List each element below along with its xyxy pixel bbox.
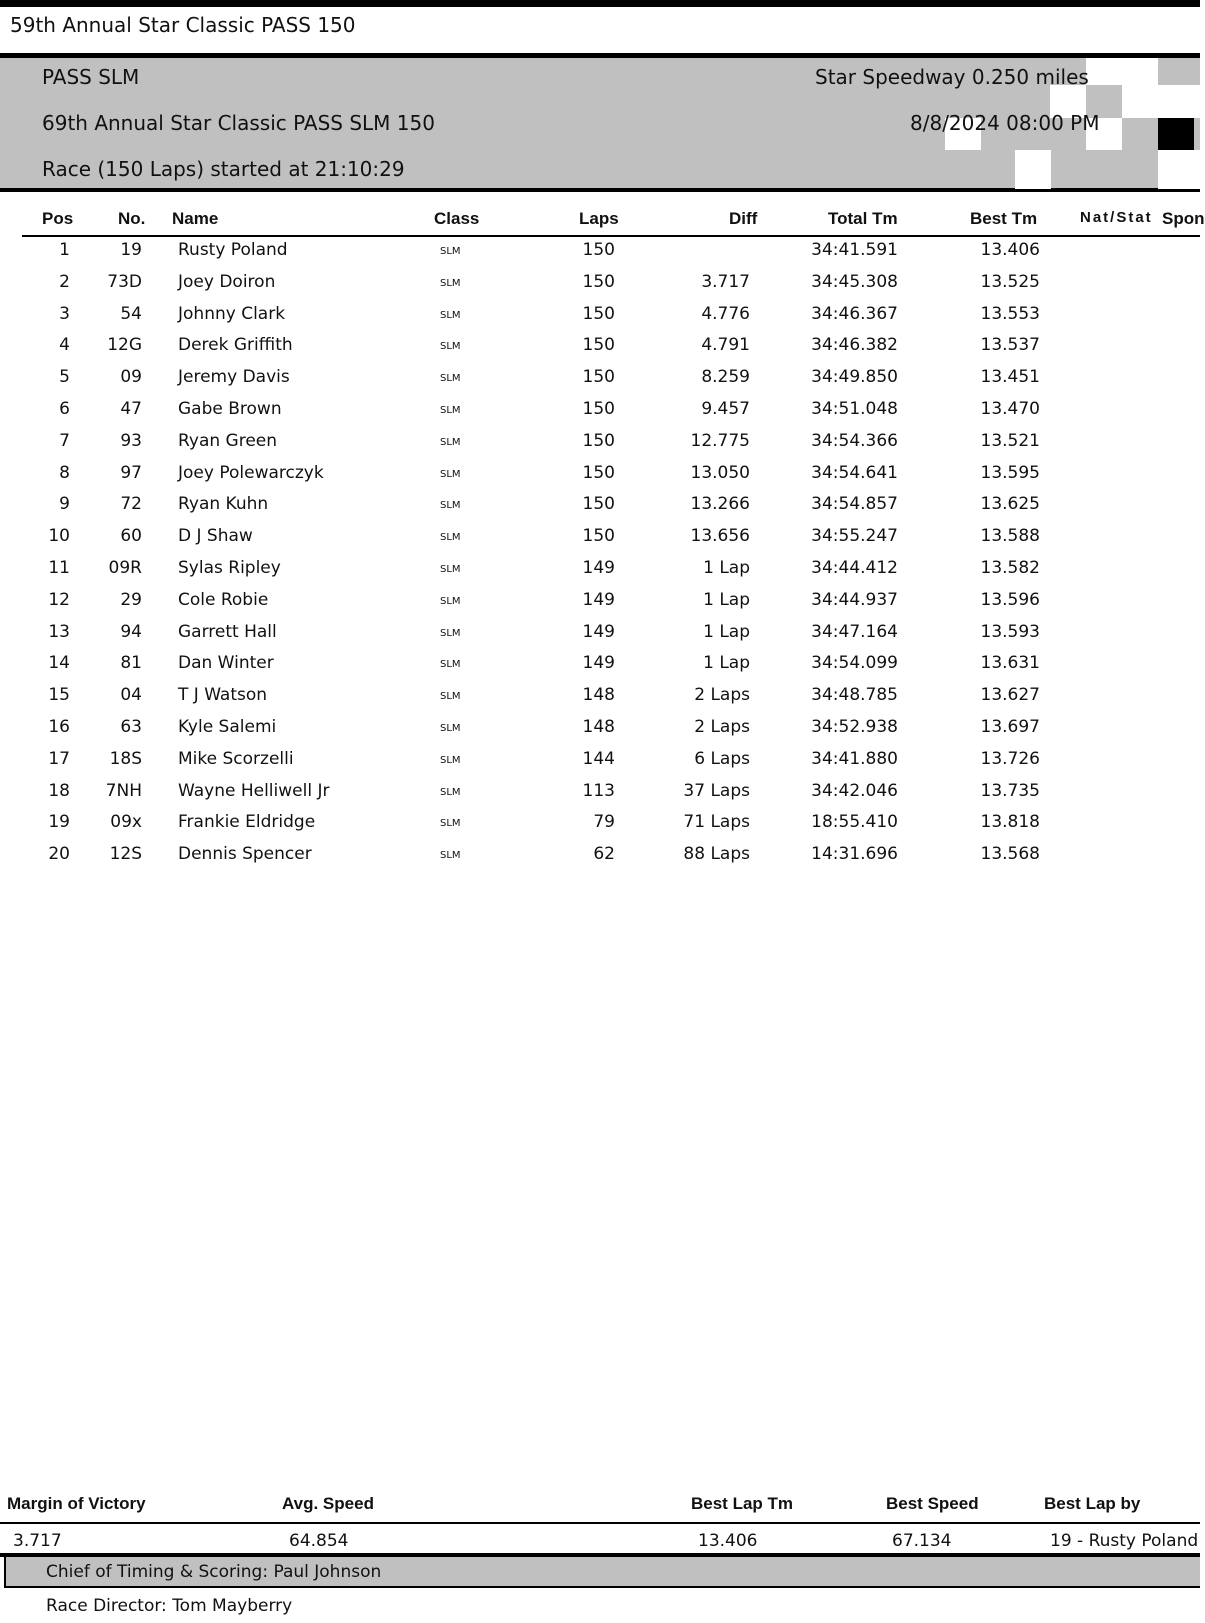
cell-pos: 7 (59, 430, 70, 451)
cell-best-time: 13.735 (980, 780, 1040, 801)
cell-driver-name: Derek Griffith (178, 335, 293, 356)
cell-car-number: 97 (120, 462, 142, 483)
cell-class: SLM (440, 850, 461, 862)
cell-class: SLM (440, 436, 461, 448)
cell-pos: 3 (59, 303, 70, 324)
cell-class: SLM (440, 468, 461, 480)
race-datetime: 8/8/2024 08:00 PM (910, 111, 1100, 135)
cell-diff: 2 Laps (694, 685, 750, 706)
table-row (0, 494, 1200, 526)
chief-of-timing: Chief of Timing & Scoring: Paul Johnson (46, 1562, 382, 1582)
cell-total-time: 34:41.591 (811, 240, 898, 260)
cell-car-number: 04 (120, 685, 142, 706)
cell-laps: 149 (582, 558, 615, 578)
cell-laps: 149 (582, 653, 615, 674)
cell-pos: 1 (59, 240, 70, 260)
cell-driver-name: Mike Scorzelli (178, 748, 294, 769)
cell-car-number: 29 (120, 589, 142, 610)
cell-pos: 20 (48, 844, 70, 865)
cell-pos: 12 (48, 589, 70, 610)
cell-pos: 10 (48, 526, 70, 547)
best-speed-value: 67.134 (892, 1531, 952, 1551)
checker-square (1015, 150, 1051, 189)
cell-class: SLM (440, 627, 461, 639)
cell-total-time: 34:52.938 (811, 717, 898, 737)
cell-diff: 1 Lap (703, 589, 750, 610)
cell-driver-name: Joey Doiron (178, 271, 276, 292)
cell-best-time: 13.697 (980, 717, 1040, 737)
cell-laps: 144 (582, 748, 615, 769)
cell-total-time: 34:42.046 (811, 780, 898, 801)
cell-laps: 150 (582, 367, 615, 388)
margin-label: Margin of Victory (7, 1494, 146, 1513)
table-row (0, 812, 1200, 844)
cell-driver-name: Jeremy Davis (178, 367, 290, 388)
cell-class: SLM (440, 532, 461, 544)
cell-pos: 4 (59, 335, 70, 356)
cell-laps: 149 (582, 621, 615, 642)
avg-speed-value: 64.854 (289, 1531, 349, 1551)
table-row (0, 399, 1200, 431)
table-row (0, 272, 1200, 304)
cell-car-number: 47 (120, 399, 142, 419)
best-lap-label: Best Lap Tm (691, 1494, 794, 1513)
table-row (0, 240, 1200, 272)
cell-total-time: 34:54.366 (811, 430, 898, 451)
cell-pos: 8 (59, 462, 70, 483)
cell-total-time: 34:49.850 (811, 367, 898, 388)
cell-class: SLM (440, 595, 461, 607)
table-row (0, 717, 1200, 749)
cell-class: SLM (440, 405, 461, 416)
document-title: 59th Annual Star Classic PASS 150 (10, 13, 356, 37)
cell-total-time: 34:46.382 (811, 335, 898, 356)
cell-class: SLM (440, 659, 461, 671)
cell-driver-name: Johnny Clark (178, 303, 286, 324)
table-row (0, 367, 1200, 399)
cell-car-number: 12S (109, 844, 142, 865)
cell-pos: 6 (59, 399, 70, 419)
race-director: Race Director: Tom Mayberry (46, 1596, 293, 1616)
cell-total-time: 34:55.247 (811, 526, 898, 547)
cell-best-time: 13.451 (980, 367, 1040, 388)
cell-car-number: 73D (107, 271, 142, 292)
cell-pos: 11 (48, 558, 70, 578)
cell-laps: 150 (582, 462, 615, 483)
cell-laps: 150 (582, 526, 615, 547)
table-row (0, 653, 1200, 685)
cell-car-number: 93 (120, 430, 142, 451)
cell-best-time: 13.593 (980, 621, 1040, 642)
table-row (0, 431, 1200, 463)
cell-car-number: 09R (108, 558, 142, 578)
cell-best-time: 13.818 (980, 812, 1040, 833)
cell-driver-name: Garrett Hall (178, 621, 277, 642)
checker-square (1122, 58, 1158, 85)
cell-driver-name: D J Shaw (178, 526, 253, 547)
cell-total-time: 34:44.937 (811, 589, 898, 610)
cell-best-time: 13.568 (980, 844, 1040, 865)
cell-diff: 9.457 (701, 399, 750, 419)
cell-class: SLM (440, 309, 461, 321)
cell-diff: 13.050 (690, 462, 750, 483)
cell-car-number: 18S (109, 748, 142, 769)
cell-laps: 149 (582, 589, 615, 610)
cell-pos: 13 (48, 621, 70, 642)
cell-driver-name: Dan Winter (178, 653, 274, 674)
cell-best-time: 13.726 (980, 748, 1040, 769)
footer-rule (0, 1522, 1200, 1524)
table-row (0, 622, 1200, 654)
cell-driver-name: Ryan Green (178, 430, 278, 451)
cell-driver-name: Joey Polewarczyk (178, 462, 324, 483)
col-no-header: No. (118, 209, 146, 228)
checker-square (1086, 58, 1122, 85)
col-total-header: Total Tm (828, 209, 898, 228)
cell-pos: 17 (48, 748, 70, 769)
cell-laps: 150 (582, 335, 615, 356)
cell-laps: 150 (582, 494, 615, 515)
cell-total-time: 18:55.410 (811, 812, 898, 833)
cell-class: SLM (440, 341, 461, 353)
cell-laps: 150 (582, 303, 615, 324)
cell-car-number: 81 (120, 653, 142, 674)
cell-laps: 79 (593, 812, 615, 833)
cell-total-time: 34:41.880 (811, 748, 898, 769)
cell-class: SLM (440, 564, 461, 575)
cell-class: SLM (440, 818, 461, 830)
cell-class: SLM (440, 786, 461, 798)
header-band (0, 53, 1200, 192)
cell-car-number: 7NH (105, 780, 142, 801)
cell-best-time: 13.588 (980, 526, 1040, 547)
cell-class: SLM (440, 691, 461, 703)
table-row (0, 781, 1200, 813)
cell-total-time: 34:46.367 (811, 303, 898, 324)
cell-diff: 3.717 (701, 271, 750, 292)
cell-class: SLM (440, 373, 461, 385)
cell-laps: 150 (582, 430, 615, 451)
cell-best-time: 13.521 (980, 430, 1040, 451)
cell-car-number: 63 (120, 717, 142, 737)
cell-class: SLM (440, 277, 461, 289)
col-class-header: Class (434, 209, 480, 228)
cell-laps: 150 (582, 399, 615, 419)
cell-total-time: 34:51.048 (811, 399, 898, 419)
cell-best-time: 13.627 (980, 685, 1040, 706)
cell-best-time: 13.596 (980, 589, 1040, 610)
top-rule (0, 0, 1200, 7)
cell-best-time: 13.631 (980, 653, 1040, 674)
cell-best-time: 13.553 (980, 303, 1040, 324)
track-info: Star Speedway 0.250 miles (815, 65, 1089, 89)
cell-driver-name: Dennis Spencer (178, 844, 312, 865)
best-lap-value: 13.406 (698, 1531, 758, 1551)
cell-best-time: 13.525 (980, 271, 1040, 292)
cell-total-time: 34:44.412 (811, 558, 898, 578)
cell-pos: 2 (59, 271, 70, 292)
cell-car-number: 94 (120, 621, 142, 642)
cell-driver-name: Frankie Eldridge (178, 812, 316, 833)
cell-car-number: 54 (120, 303, 142, 324)
event-name: 69th Annual Star Classic PASS SLM 150 (42, 111, 435, 135)
cell-driver-name: Kyle Salemi (178, 717, 277, 737)
cell-total-time: 34:54.641 (811, 462, 898, 483)
cell-pos: 5 (59, 367, 70, 388)
race-info: Race (150 Laps) started at 21:10:29 (42, 157, 405, 181)
cell-laps: 113 (582, 780, 615, 801)
cell-best-time: 13.625 (980, 494, 1040, 515)
cell-driver-name: Gabe Brown (178, 399, 282, 419)
cell-diff: 4.776 (701, 303, 750, 324)
cell-total-time: 34:48.785 (811, 685, 898, 706)
cell-diff: 6 Laps (694, 748, 750, 769)
cell-total-time: 14:31.696 (811, 844, 898, 865)
checker-square (1122, 85, 1158, 118)
cell-best-time: 13.595 (980, 462, 1040, 483)
cell-best-time: 13.537 (980, 335, 1040, 356)
cell-class: SLM (440, 754, 461, 766)
cell-car-number: 12G (107, 335, 142, 356)
table-row (0, 526, 1200, 558)
cell-class: SLM (440, 723, 461, 734)
table-row (0, 590, 1200, 622)
table-row (0, 304, 1200, 336)
cell-diff: 37 Laps (683, 780, 750, 801)
best-lap-by-label: Best Lap by (1044, 1494, 1141, 1513)
cell-pos: 15 (48, 685, 70, 706)
cell-pos: 14 (48, 653, 70, 674)
cell-driver-name: Rusty Poland (178, 240, 288, 260)
best-speed-label: Best Speed (886, 1494, 979, 1513)
cell-best-time: 13.406 (980, 240, 1040, 260)
cell-total-time: 34:54.099 (811, 653, 898, 674)
cell-class: SLM (440, 500, 461, 512)
cell-driver-name: Ryan Kuhn (178, 494, 269, 515)
cell-diff: 88 Laps (683, 844, 750, 865)
cell-car-number: 19 (120, 240, 142, 260)
checker-square (1158, 85, 1200, 118)
col-laps-header: Laps (579, 209, 619, 228)
cell-driver-name: Wayne Helliwell Jr (178, 780, 330, 801)
cell-diff: 71 Laps (683, 812, 750, 833)
cell-pos: 16 (48, 717, 70, 737)
col-sponsor-header: Spon (1162, 209, 1205, 228)
table-row (0, 685, 1200, 717)
cell-car-number: 72 (120, 494, 142, 515)
col-pos-header: Pos (42, 209, 74, 228)
cell-driver-name: Sylas Ripley (178, 558, 281, 578)
cell-diff: 13.266 (690, 494, 750, 515)
cell-best-time: 13.582 (980, 558, 1040, 578)
cell-total-time: 34:45.308 (811, 271, 898, 292)
cell-diff: 1 Lap (703, 621, 750, 642)
col-best-header: Best Tm (970, 209, 1038, 228)
table-row (0, 749, 1200, 781)
cell-driver-name: T J Watson (178, 685, 268, 706)
col-name-header: Name (172, 209, 219, 228)
margin-value: 3.717 (13, 1531, 62, 1551)
cell-diff: 8.259 (701, 367, 750, 388)
cell-diff: 4.791 (701, 335, 750, 356)
best-lap-by-value: 19 - Rusty Poland (1050, 1531, 1199, 1551)
cell-car-number: 09 (120, 367, 142, 388)
cell-car-number: 60 (120, 526, 142, 547)
cell-class: SLM (440, 246, 461, 257)
cell-pos: 19 (48, 812, 70, 833)
table-row (0, 463, 1200, 495)
cell-pos: 18 (48, 780, 70, 801)
cell-diff: 1 Lap (703, 558, 750, 578)
cell-laps: 62 (593, 844, 615, 865)
cell-laps: 150 (582, 240, 615, 260)
cell-car-number: 09x (110, 812, 142, 833)
cell-total-time: 34:47.164 (811, 621, 898, 642)
table-row (0, 844, 1200, 876)
cell-laps: 148 (582, 717, 615, 737)
cell-pos: 9 (59, 494, 70, 515)
cell-laps: 148 (582, 685, 615, 706)
cell-best-time: 13.470 (980, 399, 1040, 419)
cell-total-time: 34:54.857 (811, 494, 898, 515)
col-diff-header: Diff (729, 209, 758, 228)
cell-diff: 12.775 (690, 430, 750, 451)
table-row (0, 558, 1200, 590)
cell-diff: 1 Lap (703, 653, 750, 674)
cell-driver-name: Cole Robie (178, 589, 269, 610)
avg-speed-label: Avg. Speed (282, 1494, 374, 1513)
checker-square-black (1158, 118, 1194, 150)
cell-diff: 2 Laps (694, 717, 750, 737)
checker-square (1158, 150, 1200, 189)
cell-laps: 150 (582, 271, 615, 292)
cell-diff: 13.656 (690, 526, 750, 547)
table-row (0, 335, 1200, 367)
header-rule (22, 235, 1200, 237)
series-name: PASS SLM (42, 65, 140, 89)
col-natstate-header: Nat/Stat (1080, 209, 1153, 226)
